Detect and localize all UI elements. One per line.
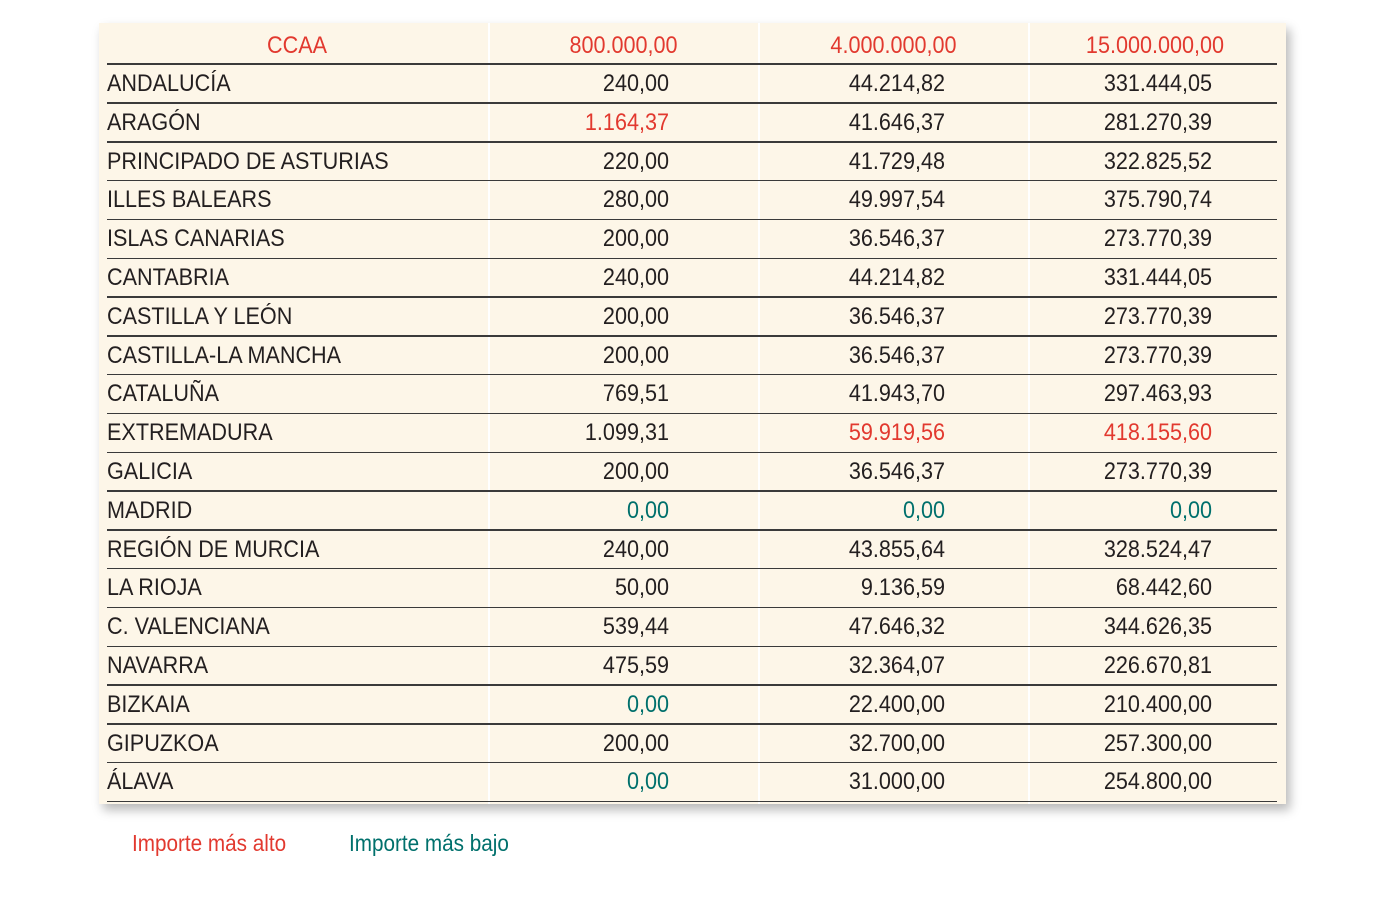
row-value-800000: 1.099,31	[584, 419, 669, 447]
row-ccaa-name: GALICIA	[107, 458, 193, 485]
row-value-15000000: 273.770,39	[1103, 225, 1212, 253]
row-ccaa-name: EXTREMADURA	[107, 419, 273, 447]
row-value-4000000: 36.546,37	[848, 302, 945, 330]
row-value-4000000: 22.400,00	[848, 690, 945, 718]
row-value-4000000: 44.214,82	[848, 264, 945, 291]
legend-high-label: Importe más alto	[132, 830, 287, 856]
row-ccaa-name: PRINCIPADO DE ASTURIAS	[107, 147, 389, 175]
row-ccaa-name: ARAGÓN	[107, 108, 201, 136]
row-value-800000: 200,00	[602, 341, 669, 369]
row-value-15000000: 226.670,81	[1103, 652, 1212, 679]
row-ccaa-name: ÁLAVA	[107, 768, 174, 796]
row-value-15000000: 322.825,52	[1103, 147, 1212, 175]
row-ccaa-name: ANDALUCÍA	[107, 70, 231, 97]
row-ccaa-name: NAVARRA	[107, 652, 209, 679]
row-ccaa-name: CATALUÑA	[107, 380, 220, 408]
row-ccaa-name: REGIÓN DE MURCIA	[107, 535, 320, 563]
row-value-15000000-high: 418.155,60	[1103, 419, 1212, 447]
row-value-15000000: 257.300,00	[1103, 729, 1212, 757]
row-ccaa-name: GIPUZKOA	[107, 729, 219, 757]
row-value-15000000: 331.444,05	[1103, 70, 1212, 97]
amounts-table	[99, 23, 1286, 804]
row-value-4000000: 32.364,07	[848, 652, 945, 679]
row-value-15000000: 331.444,05	[1103, 264, 1212, 291]
row-value-15000000: 281.270,39	[1103, 108, 1212, 136]
header-amount-15000000: 15.000.000,00	[1085, 32, 1225, 59]
row-value-15000000: 297.463,93	[1103, 380, 1212, 408]
row-value-15000000: 210.400,00	[1103, 690, 1212, 718]
row-value-800000: 240,00	[602, 70, 669, 97]
row-ccaa-name: ILLES BALEARS	[107, 186, 272, 214]
row-value-4000000-low: 0,00	[902, 496, 945, 524]
row-value-4000000: 41.646,37	[848, 108, 945, 136]
row-value-4000000: 47.646,32	[848, 613, 945, 641]
row-value-800000: 200,00	[602, 458, 669, 485]
row-ccaa-name: MADRID	[107, 496, 193, 524]
row-value-4000000: 43.855,64	[848, 535, 945, 563]
row-value-15000000: 254.800,00	[1103, 768, 1212, 796]
header-amount-800000: 800.000,00	[569, 32, 678, 59]
row-value-800000: 240,00	[602, 535, 669, 563]
row-value-800000-low: 0,00	[626, 768, 669, 796]
row-ccaa-name: CASTILLA-LA MANCHA	[107, 341, 342, 369]
row-value-4000000: 44.214,82	[848, 70, 945, 97]
row-value-800000: 769,51	[602, 380, 669, 408]
row-value-15000000: 273.770,39	[1103, 458, 1212, 485]
row-value-800000: 200,00	[602, 302, 669, 330]
row-ccaa-name: C. VALENCIANA	[107, 613, 270, 641]
row-ccaa-name: ISLAS CANARIAS	[107, 225, 285, 253]
row-ccaa-name: BIZKAIA	[107, 690, 190, 718]
row-value-15000000: 273.770,39	[1103, 341, 1212, 369]
row-value-15000000: 328.524,47	[1103, 535, 1212, 563]
row-ccaa-name: CANTABRIA	[107, 264, 230, 291]
legend-low-label: Importe más bajo	[349, 830, 509, 856]
row-value-800000-low: 0,00	[626, 496, 669, 524]
row-value-15000000: 273.770,39	[1103, 302, 1212, 330]
row-value-4000000: 49.997,54	[848, 186, 945, 214]
row-value-15000000-low: 0,00	[1169, 496, 1212, 524]
row-value-800000: 539,44	[602, 613, 669, 641]
row-ccaa-name: LA RIOJA	[107, 574, 202, 602]
row-value-4000000: 9.136,59	[860, 574, 945, 602]
row-ccaa-name: CASTILLA Y LEÓN	[107, 302, 293, 330]
row-value-4000000: 36.546,37	[848, 458, 945, 485]
row-value-800000-high: 1.164,37	[584, 108, 669, 136]
row-value-4000000: 31.000,00	[848, 768, 945, 796]
row-value-4000000-high: 59.919,56	[848, 419, 945, 447]
row-value-800000-low: 0,00	[626, 690, 669, 718]
row-value-15000000: 344.626,35	[1103, 613, 1212, 641]
row-value-15000000: 375.790,74	[1103, 186, 1212, 214]
row-value-4000000: 36.546,37	[848, 225, 945, 253]
row-value-4000000: 36.546,37	[848, 341, 945, 369]
row-rule	[107, 801, 1277, 803]
row-value-800000: 475,59	[602, 652, 669, 679]
row-value-800000: 280,00	[602, 186, 669, 214]
row-value-800000: 50,00	[614, 574, 669, 602]
row-value-800000: 240,00	[602, 264, 669, 291]
header-ccaa: CCAA	[266, 32, 328, 59]
row-value-800000: 200,00	[602, 225, 669, 253]
row-value-4000000: 32.700,00	[848, 729, 945, 757]
row-value-4000000: 41.729,48	[848, 147, 945, 175]
row-value-800000: 220,00	[602, 147, 669, 175]
row-value-15000000: 68.442,60	[1115, 574, 1212, 602]
header-amount-4000000: 4.000.000,00	[830, 32, 957, 59]
row-value-4000000: 41.943,70	[848, 380, 945, 408]
row-value-800000: 200,00	[602, 729, 669, 757]
